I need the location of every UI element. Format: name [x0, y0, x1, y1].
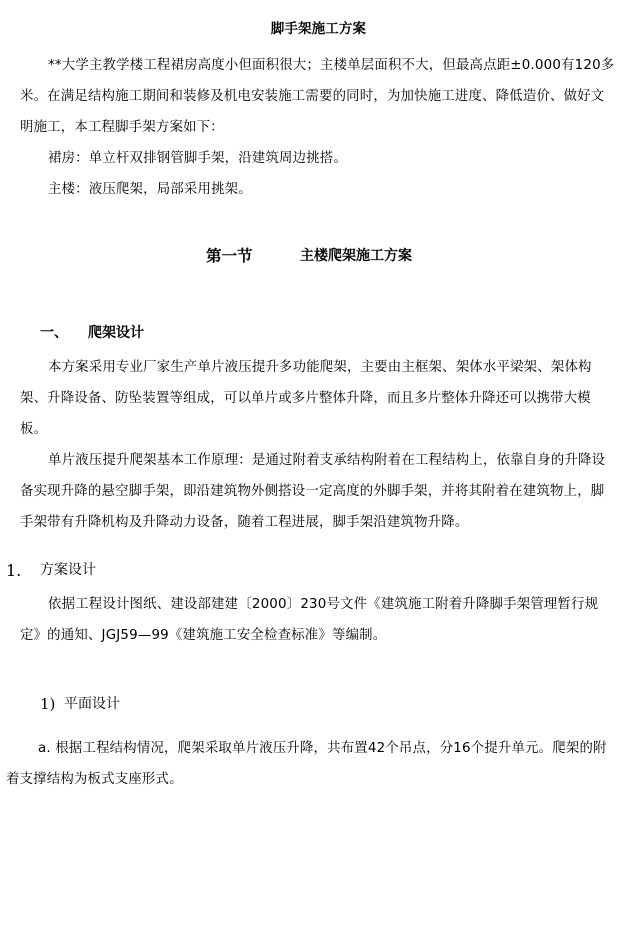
intro-line-tower: 主楼：液压爬架，局部采用挑架。	[48, 182, 252, 197]
heading-level3-title: 平面设计	[64, 696, 120, 712]
section-number: 第一节	[206, 247, 253, 265]
body-paragraph: a. 根据工程结构情况，爬架采取单片液压升降，共布置42个吊点，分16个提升单元。爬架的附着支撑结构为板式支座形式。	[6, 741, 607, 787]
body-paragraph: 依据工程设计图纸、建设部建建〔2000〕230号文件《建筑施工附着升降脚手架管理暂行规定》的通知、JGJ59—99《建筑施工安全检查标准》等编制。	[20, 597, 599, 643]
heading-level2	[0, 555, 637, 586]
heading-level1-number: 一、	[40, 325, 68, 341]
heading-level2-number: 1.	[6, 561, 22, 580]
section-title: 主楼爬架施工方案	[300, 248, 412, 264]
body-paragraph: 单片液压提升爬架基本工作原理：是通过附着支承结构附着在工程结构上，依靠自身的升降设备实现升降的悬空脚手架，即沿建筑物外侧搭设一定高度的外脚手架，并将其附着在建筑物上，脚手架带有升降机构及升降动力设备，随着工程进展，脚手架沿建筑物升降。	[20, 453, 606, 530]
heading-level3-number: 1)	[40, 695, 56, 713]
heading-level3	[0, 689, 637, 720]
heading-level1	[0, 318, 637, 349]
heading-level2-title: 方案设计	[40, 562, 96, 578]
intro-line-podium: 裙房：单立杆双排钢管脚手架，沿建筑周边挑搭。	[48, 151, 347, 166]
intro-paragraph: **大学主教学楼工程裙房高度小但面积很大；主楼单层面积不大，但最高点距±0.000有120多米。在满足结构施工期间和装修及机电安装施工需要的同时，为加快施工进度、降低造价、做好文明施工，本工程脚手架方案如下：	[20, 58, 615, 135]
heading-level1-title: 爬架设计	[88, 325, 144, 341]
body-paragraph: 本方案采用专业厂家生产单片液压提升多功能爬架，主要由主框架、架体水平梁架、架体构架、升降设备、防坠装置等组成，可以单片或多片整体升降，而且多片整体升降还可以携带大模板。	[20, 360, 592, 437]
document-title: 脚手架施工方案	[270, 22, 367, 37]
